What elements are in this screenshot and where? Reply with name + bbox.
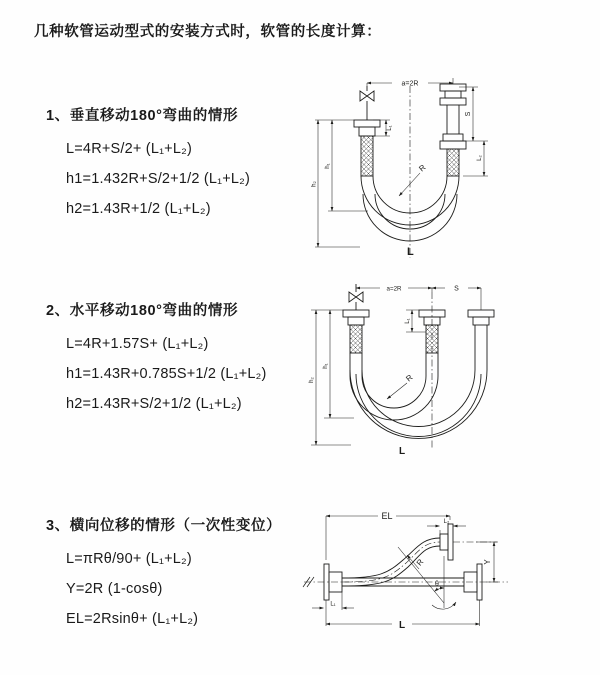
section-2-formulas <box>46 329 267 419</box>
hose-s-curve <box>342 524 453 586</box>
diagram-3-labels <box>330 511 492 631</box>
dim-label-l2: L₂ <box>443 519 450 525</box>
hose-braid <box>426 325 438 353</box>
diagram-horizontal-180-bend <box>306 280 596 460</box>
radius-leader <box>399 173 420 196</box>
formula-line: h2=1.43R+S/2+1/2 (L₁+L₂) <box>66 396 242 412</box>
diagram-vertical-180-bend <box>310 70 595 260</box>
formula-line: h1=1.432R+S/2+1/2 (L₁+L₂) <box>66 171 251 187</box>
section-1-formulas <box>46 134 250 224</box>
radius-leader <box>387 383 407 399</box>
length-label: L <box>399 446 406 457</box>
diagram-2-labels <box>308 286 459 458</box>
dim-label-h2: h₂ <box>310 181 318 187</box>
fixed-pipe-with-valve <box>354 86 380 176</box>
section-3-formulas <box>46 544 281 634</box>
dim-label-s: S <box>454 285 459 293</box>
length-label: L <box>407 246 414 258</box>
section-2-heading: 2、水平移动180°弯曲的情形 <box>46 303 239 319</box>
dim-label-l1: L₁ <box>386 125 393 131</box>
dimensions <box>312 516 498 626</box>
pipe-position-displaced <box>468 310 494 350</box>
dim-label-s: S <box>465 111 472 117</box>
diagram-3-svg <box>296 502 526 642</box>
section-1 <box>46 104 250 224</box>
radius-label: R <box>414 557 426 568</box>
formula-line: h1=1.43R+0.785S+1/2 (L₁+L₂) <box>66 366 267 382</box>
formula-line: L=πRθ/90+ (L₁+L₂) <box>66 551 192 567</box>
hose-u-bends <box>350 350 487 438</box>
dim-label-l1: L₁ <box>404 318 411 324</box>
valve-icon <box>349 292 363 302</box>
angle-label: θ <box>435 581 439 588</box>
dim-label-el: EL <box>381 511 393 521</box>
dim-label-l2: L₂ <box>476 155 483 161</box>
moving-pipe <box>440 84 466 176</box>
diagram-1-svg <box>310 70 595 260</box>
hose-braid <box>447 149 459 176</box>
dim-label-a2r: a=2R <box>401 80 419 88</box>
dim-label-l1: L₁ <box>330 601 336 608</box>
dim-label-h1: h₁ <box>322 363 329 369</box>
hose-braid <box>361 136 373 176</box>
dim-label-h2: h₂ <box>308 377 315 383</box>
valve-icon <box>360 91 374 101</box>
diagram-2-svg <box>306 280 596 460</box>
formula-line: L=4R+S/2+ (L₁+L₂) <box>66 141 192 157</box>
section-2 <box>46 299 267 419</box>
dim-label-y: Y <box>483 559 492 565</box>
dim-label-a2r: a=2R <box>386 285 402 293</box>
formula-line: Y=2R (1-cosθ) <box>66 581 163 597</box>
formula-line: h2=1.43R+1/2 (L₁+L₂) <box>66 201 211 217</box>
hose-centerline <box>342 542 440 582</box>
section-3 <box>46 514 281 634</box>
dimensions <box>315 78 488 247</box>
radius-line <box>398 547 444 603</box>
radius-label: R <box>417 162 428 174</box>
hose-braid <box>350 325 362 353</box>
section-1-heading: 1、垂直移动180°弯曲的情形 <box>46 108 239 124</box>
dim-label-l: L <box>399 620 406 631</box>
formula-line: L=4R+1.57S+ (L₁+L₂) <box>66 336 209 352</box>
page-title: 几种软管运动型式的安装方式时，软管的长度计算： <box>34 24 382 40</box>
diagram-lateral-displacement <box>296 502 526 642</box>
fixed-pipe-with-valve <box>343 284 369 353</box>
formula-line: EL=2Rsinθ+ (L₁+L₂) <box>66 611 199 627</box>
dimensions <box>311 285 481 445</box>
section-3-heading: 3、横向位移的情形（一次性变位） <box>46 518 282 534</box>
radius-label: R <box>404 372 415 384</box>
dim-label-h1: h₁ <box>324 163 331 169</box>
